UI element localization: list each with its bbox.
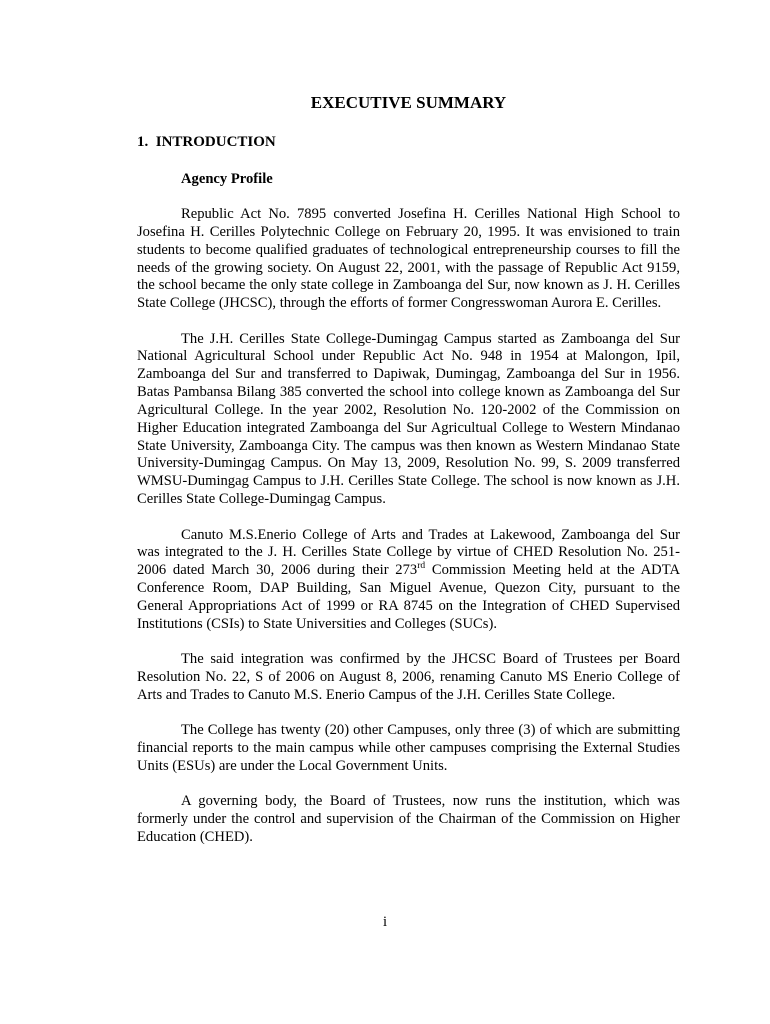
page-number: i (382, 914, 388, 930)
paragraph-canuto-enerio-college (137, 527, 680, 634)
page-content (137, 92, 680, 864)
paragraph-governing-body: A governing body, the Board of Trustees, now runs the institution, which was formerly under the control and supervision of the Chairman of the Commission on Higher Education (CHED). (137, 793, 680, 845)
ordinal-superscript: rd (417, 561, 426, 572)
document-title: EXECUTIVE SUMMARY (310, 93, 507, 112)
sub-heading-agency-profile: Agency Profile (181, 171, 273, 187)
paragraph-other-campuses: The College has twenty (20) other Campuses, only three (3) of which are submitting financial reports to the main campus while other campuses comprising the External Studies Units (ESUs) are under the Local Government Units. (137, 722, 680, 774)
paragraph-text-before-superscript: Canuto M.S.Enerio College of Arts and Trades at Lakewood, Zamboanga del Sur was integrated to the J. H. Cerilles State College by virtue of CHED Resolution No. 251-2006 dated March 30, 2006 during their 273 (137, 526, 680, 579)
paragraph-integration-confirmed: The said integration was confirmed by the JHCSC Board of Trustees per Board Resolution No. 22, S of 2006 on August 8, 2006, renaming Canuto MS Enerio College of Arts and Trades to Canuto M.S. Enerio Campus of the J.H. Cerilles State College. (137, 651, 680, 703)
paragraph-text-after-superscript: Commission Meeting held at the ADTA Conference Room, DAP Building, San Miguel Avenue, Quezon City, pursuant to the General Appropriations Act of 1999 or RA 8745 on the Integration of CHED Supervised Institutions (CSIs) to State Universities and Colleges (SUCs). (137, 562, 680, 632)
paragraph-dumingag-campus: The J.H. Cerilles State College-Dumingag Campus started as Zamboanga del Sur National Agricultural School under Republic Act No. 948 in 1954 at Malongon, Ipil, Zamboanga del Sur and transferred to Dapiwak, Dumingag, Zamboanga del Sur in 1956. Batas Pambansa Bilang 385 converted the school into college known as Zamboanga del Sur Agricultural College. In the year 2002, Resolution No. 120-2002 of the Commission on Higher Education integrated Zamboanga del Sur Agricultual College to Western Mindanao State University, Zamboanga City. The campus was then known as Western Mindanao State University-Dumingag Campus. On May 13, 2009, Resolution No. 99, S. 2009 transferred WMSU-Dumingag Campus to J.H. Cerilles State College. The school is now known as J.H. Cerilles State College-Dumingag Campus. (137, 330, 680, 508)
paragraph-republic-act: Republic Act No. 7895 converted Josefina H. Cerilles National High School to Josefina H. Cerilles Polytechnic College on February 20, 1995. It was envisioned to train students to become qualified graduates of technological entrepreneurship courses to fill the needs of the growing society. On August 22, 2001, with the passage of Republic Act 9159, the school became the only state college in Zamboanga del Sur, now known as J. H. Cerilles State College (JHCSC), through the efforts of former Congresswoman Aurora E. Cerilles. (137, 206, 680, 312)
section-heading-introduction: 1. INTRODUCTION (137, 134, 276, 150)
